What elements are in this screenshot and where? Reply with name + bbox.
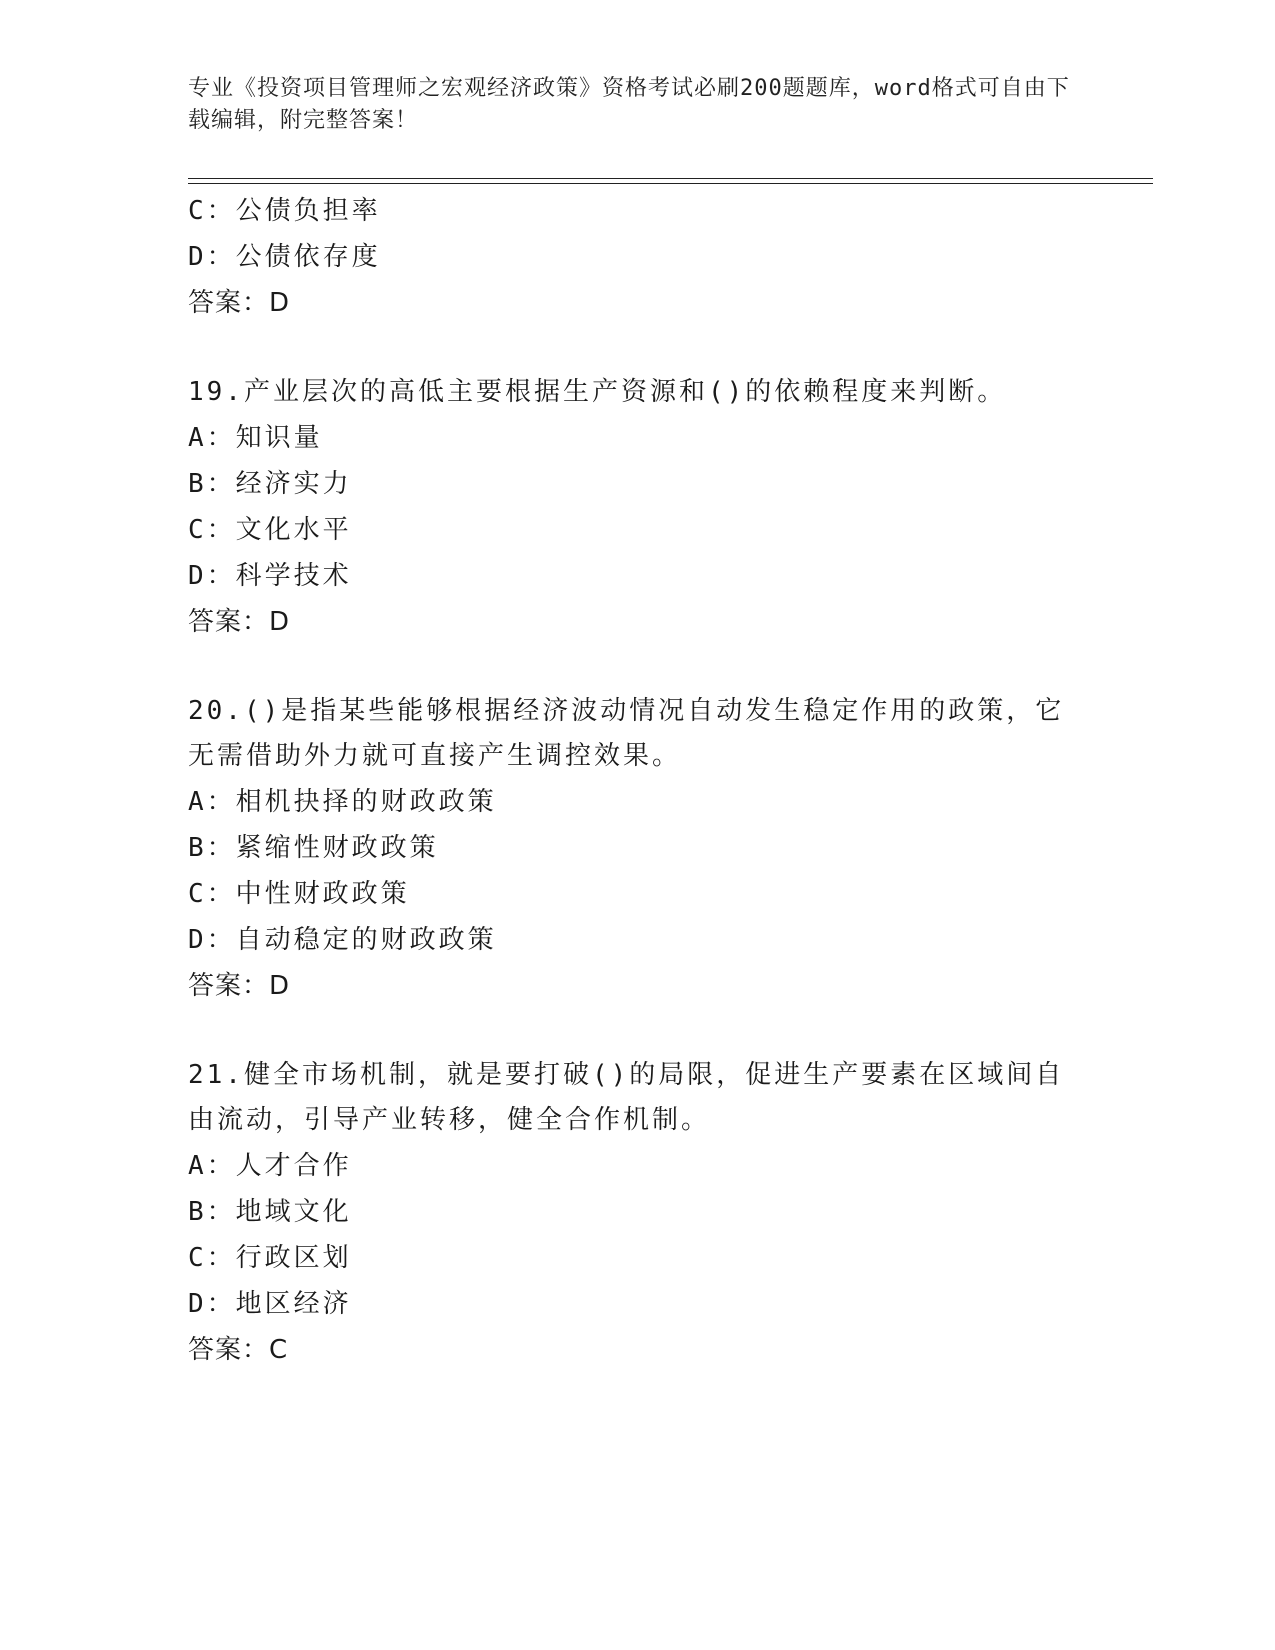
option-a: A：人才合作: [188, 1151, 352, 1181]
header-divider-bottom: [188, 183, 1153, 184]
option-b: B：紧缩性财政政策: [188, 833, 439, 863]
option-c: C：文化水平: [188, 515, 352, 545]
continued-question: [188, 188, 1088, 326]
option-a: A：相机抉择的财政政策: [188, 787, 497, 817]
question-21: [188, 1053, 1088, 1373]
option-c: C：行政区划: [188, 1243, 352, 1273]
answer-line: 答案：D: [188, 607, 291, 637]
option-a: A：知识量: [188, 423, 323, 453]
option-d: D：地区经济: [188, 1289, 352, 1319]
question-text: 19.产业层次的高低主要根据生产资源和()的依赖程度来判断。: [188, 377, 1007, 407]
question-list: [188, 188, 1088, 1373]
answer-line: 答案：C: [188, 1335, 289, 1365]
option-c: C：公债负担率: [188, 196, 381, 226]
question-19: [188, 370, 1088, 645]
question-text: 21.健全市场机制，就是要打破()的局限，促进生产要素在区域间自由流动，引导产业转移，健全合作机制。: [188, 1060, 1065, 1135]
page-header-title: 专业《投资项目管理师之宏观经济政策》资格考试必刷200题题库，word格式可自由下载编辑，附完整答案！: [188, 76, 1070, 133]
option-b: B：经济实力: [188, 469, 352, 499]
answer-line: 答案：D: [188, 971, 291, 1001]
option-d: D：公债依存度: [188, 242, 381, 272]
option-d: D：自动稳定的财政政策: [188, 925, 497, 955]
answer-line: 答案：D: [188, 288, 291, 318]
option-d: D：科学技术: [188, 561, 352, 591]
option-b: B：地域文化: [188, 1197, 352, 1227]
question-20: [188, 689, 1088, 1009]
question-text: 20.()是指某些能够根据经济波动情况自动发生稳定作用的政策，它无需借助外力就可直接产生调控效果。: [188, 696, 1065, 771]
header-divider-top: [188, 178, 1153, 179]
option-c: C：中性财政政策: [188, 879, 410, 909]
